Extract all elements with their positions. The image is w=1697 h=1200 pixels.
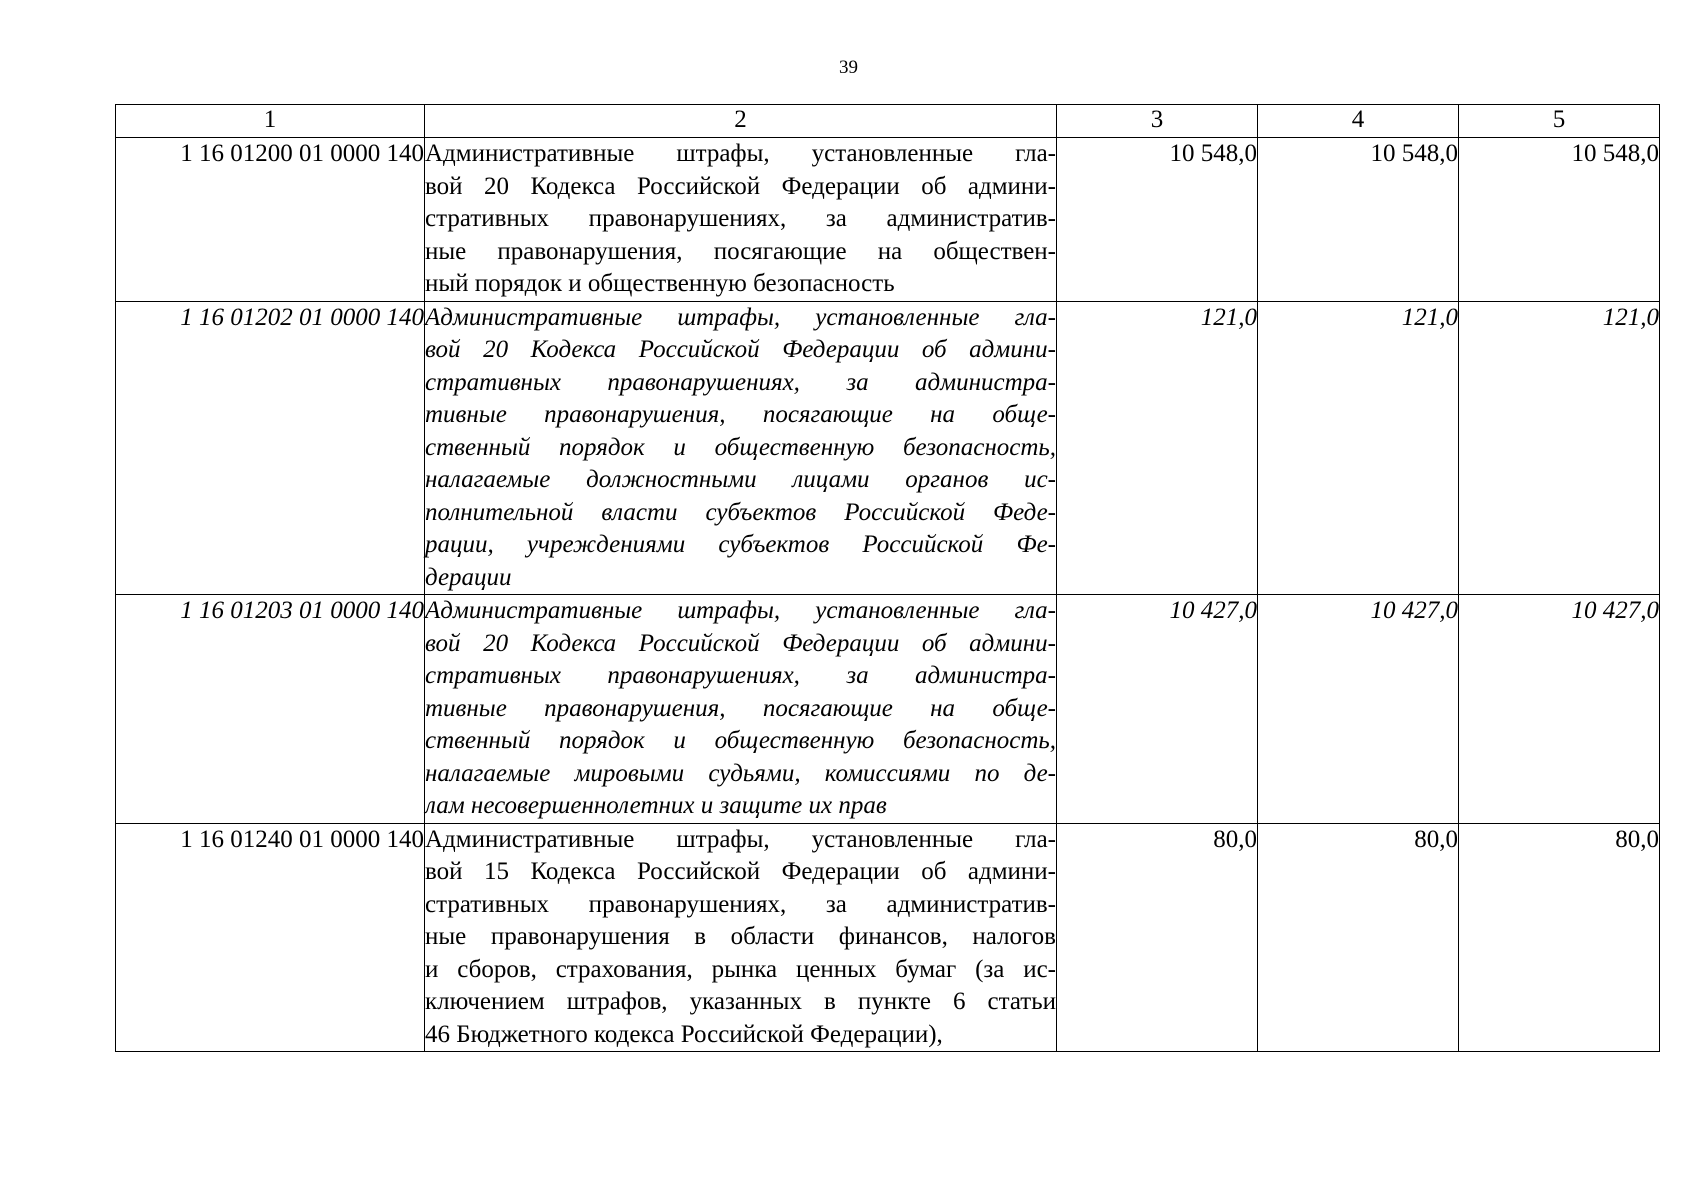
description-line: ные правонарушения, посягающие на обществен- (425, 237, 1056, 265)
description-line: Административные штрафы, установленные гла- (425, 303, 1056, 331)
description-line: вой 20 Кодекса Российской Федерации об админи- (425, 336, 1056, 363)
table-row (116, 823, 1660, 1052)
description-line: тивные правонарушения, посягающие на обще- (425, 401, 1056, 428)
revenue-description (425, 823, 1057, 1052)
table-row (116, 301, 1660, 595)
description-line: налагаемые должностными лицами органов ис- (425, 466, 1056, 493)
column-header-1: 1 (116, 105, 425, 138)
description-line: и сборов, страхования, рынка ценных бумаг (за ис- (425, 955, 1056, 983)
amount-column-5: 10 548,0 (1459, 138, 1660, 302)
column-header-2: 2 (425, 105, 1057, 138)
revenue-description (425, 138, 1057, 302)
description-line: 46 Бюджетного кодекса Российской Федерации), (425, 1020, 943, 1048)
amount-column-4: 10 427,0 (1258, 595, 1459, 824)
budget-classification-code: 1 16 01203 01 0000 140 (116, 595, 425, 824)
description-line: вой 15 Кодекса Российской Федерации об админи- (425, 858, 1056, 885)
amount-column-5: 121,0 (1459, 301, 1660, 595)
amount-column-4: 80,0 (1258, 823, 1459, 1052)
amount-column-4: 121,0 (1258, 301, 1459, 595)
description-line: Административные штрафы, установленные гла- (425, 825, 1056, 853)
column-number-header-row (116, 105, 1660, 138)
budget-classification-code: 1 16 01202 01 0000 140 (116, 301, 425, 595)
budget-revenue-table (115, 104, 1660, 1052)
description-line: дерации (425, 563, 512, 591)
amount-column-3: 10 548,0 (1057, 138, 1258, 302)
description-line: ный порядок и общественную безопасность (425, 270, 895, 297)
description-line: ключением штрафов, указанных в пункте 6 статьи (425, 988, 1056, 1015)
column-header-5: 5 (1459, 105, 1660, 138)
table-row (116, 595, 1660, 824)
description-line: полнительной власти субъектов Российской Феде- (425, 498, 1056, 526)
description-line: ственный порядок и общественную безопасность, (425, 727, 1056, 754)
description-line: ственный порядок и общественную безопасность, (425, 433, 1056, 461)
column-header-3: 3 (1057, 105, 1258, 138)
amount-column-3: 80,0 (1057, 823, 1258, 1052)
revenue-description (425, 595, 1057, 824)
description-line: стративных правонарушениях, за администра- (425, 662, 1056, 689)
description-line: Административные штрафы, установленные гла- (425, 597, 1056, 624)
amount-column-3: 121,0 (1057, 301, 1258, 595)
amount-column-5: 10 427,0 (1459, 595, 1660, 824)
amount-column-4: 10 548,0 (1258, 138, 1459, 302)
column-header-4: 4 (1258, 105, 1459, 138)
description-line: стративных правонарушениях, за администра- (425, 368, 1056, 396)
description-line: стративных правонарушениях, за административ- (425, 205, 1056, 232)
description-line: стративных правонарушениях, за административ- (425, 890, 1056, 918)
amount-column-3: 10 427,0 (1057, 595, 1258, 824)
description-line: рации, учреждениями субъектов Российской Фе- (425, 531, 1056, 558)
description-line: тивные правонарушения, посягающие на обще- (425, 694, 1056, 722)
page-number: 39 (839, 57, 858, 78)
description-line: Административные штрафы, установленные гла- (425, 140, 1056, 167)
description-line: вой 20 Кодекса Российской Федерации об админи- (425, 629, 1056, 657)
description-line: налагаемые мировыми судьями, комиссиями по де- (425, 759, 1056, 787)
table-row (116, 138, 1660, 302)
revenue-description (425, 301, 1057, 595)
table-body (116, 138, 1660, 1052)
budget-classification-code: 1 16 01200 01 0000 140 (116, 138, 425, 302)
amount-column-5: 80,0 (1459, 823, 1660, 1052)
description-line: ные правонарушения в области финансов, налогов (425, 923, 1056, 950)
description-line: лам несовершеннолетних и защите их прав (425, 792, 887, 819)
budget-classification-code: 1 16 01240 01 0000 140 (116, 823, 425, 1052)
description-line: вой 20 Кодекса Российской Федерации об админи- (425, 172, 1056, 200)
